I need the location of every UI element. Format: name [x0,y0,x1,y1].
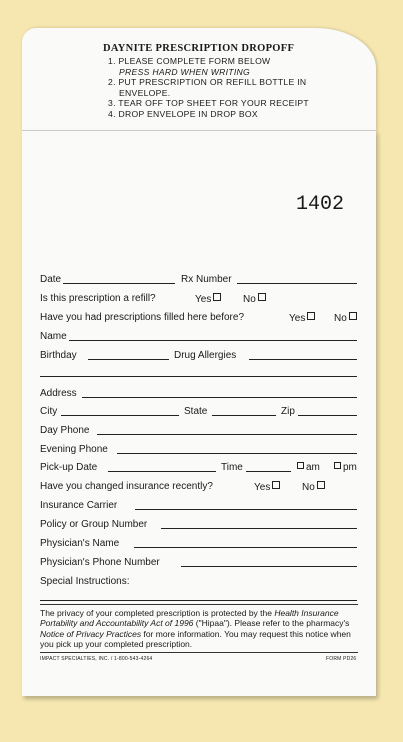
instruction-2-cont: ENVELOPE. [119,87,171,98]
insurance-carrier-label: Insurance Carrier [40,500,118,511]
city-label: City [40,406,58,417]
day-phone-field[interactable] [97,434,357,435]
special-instructions-label: Special Instructions: [40,576,130,587]
insurance-no-checkbox[interactable] [317,481,325,489]
physician-phone-field[interactable] [181,566,357,567]
refill-yes-label: Yes [195,294,212,305]
drug-allergies-label: Drug Allergies [174,350,237,361]
time-field[interactable] [246,471,291,472]
envelope-title: DAYNITE PRESCRIPTION DROPOFF [103,43,295,54]
physician-name-field[interactable] [134,547,357,548]
birthday-field[interactable] [88,359,169,360]
footer-company: IMPACT SPECIALTIES, INC. / 1-800-543-4264 [40,656,153,662]
am-label: am [306,462,320,473]
footer-form-number: FORM PD26 [326,656,357,662]
address-field[interactable] [82,397,357,398]
physician-name-label: Physician's Name [40,538,120,549]
state-label: State [184,406,208,417]
instructions-list [108,56,309,120]
evening-phone-field[interactable] [117,453,357,454]
privacy-notice-title: Notice of Privacy Practices [40,628,142,639]
instruction-4: 4. DROP ENVELOPE IN DROP BOX [108,108,258,119]
instruction-3: 3. TEAR OFF TOP SHEET FOR YOUR RECEIPT [108,98,309,109]
time-label: Time [221,462,243,473]
filled-no-checkbox[interactable] [349,312,357,320]
footer-divider [40,652,358,653]
privacy-text-2: ("Hipaa"). Please refer to the pharmacy's [193,618,350,629]
insurance-yes-option[interactable] [254,481,280,493]
instruction-2: 2. PUT PRESCRIPTION OR REFILL BOTTLE IN [108,77,307,88]
privacy-divider [40,604,358,605]
pickup-date-field[interactable] [108,471,216,472]
evening-phone-label: Evening Phone [40,444,108,455]
instruction-1: 1. PLEASE COMPLETE FORM BELOW [108,56,271,66]
rx-number-field[interactable] [237,283,357,284]
filled-no-label: No [334,313,347,324]
physician-phone-label: Physician's Phone Number [40,557,160,568]
am-option[interactable] [297,462,320,473]
filled-yes-option[interactable] [289,312,315,324]
rx-number-label: Rx Number [181,274,232,285]
special-instructions-field[interactable] [40,600,357,601]
instruction-1-note: PRESS HARD WHEN WRITING [119,66,251,77]
pm-option[interactable] [334,462,357,473]
flap-fold-line [22,130,376,131]
filled-before-question: Have you had prescriptions filled here before? [40,312,245,323]
filled-yes-label: Yes [289,313,306,324]
pm-label: pm [343,462,357,473]
drug-allergies-field-2[interactable] [40,376,357,377]
pickup-date-label: Pick-up Date [40,462,98,473]
refill-yes-option[interactable] [195,293,221,305]
pm-checkbox[interactable] [334,462,341,469]
policy-number-label: Policy or Group Number [40,519,148,530]
filled-no-option[interactable] [334,312,357,324]
date-field[interactable] [63,283,175,284]
refill-no-checkbox[interactable] [258,293,266,301]
name-field[interactable] [69,340,357,341]
name-label: Name [40,331,67,342]
privacy-law-name: Health Insurance Portability and Accountability Act of 1996 [40,608,339,629]
privacy-notice [40,608,362,649]
insurance-yes-checkbox[interactable] [272,481,280,489]
insurance-carrier-field[interactable] [135,509,357,510]
refill-yes-checkbox[interactable] [213,293,221,301]
am-checkbox[interactable] [297,462,304,469]
policy-number-field[interactable] [161,528,357,529]
drug-allergies-field[interactable] [249,359,357,360]
zip-field[interactable] [298,415,357,416]
insurance-changed-question: Have you changed insurance recently? [40,481,213,492]
privacy-text-3: for more information. You may request this notice when you pick up your completed prescription. [40,628,351,649]
date-label: Date [40,274,62,285]
refill-no-label: No [243,294,256,305]
address-label: Address [40,388,77,399]
filled-yes-checkbox[interactable] [307,312,315,320]
zip-label: Zip [281,406,295,417]
city-field[interactable] [61,415,179,416]
state-field[interactable] [212,415,276,416]
insurance-no-label: No [302,482,315,493]
day-phone-label: Day Phone [40,425,90,436]
privacy-text-1: The privacy of your completed prescription is protected by the [40,608,275,618]
refill-no-option[interactable] [243,293,266,305]
insurance-no-option[interactable] [302,481,325,493]
insurance-yes-label: Yes [254,482,271,493]
birthday-label: Birthday [40,350,77,361]
envelope-number: 1402 [296,193,345,216]
refill-question: Is this prescription a refill? [40,293,156,304]
